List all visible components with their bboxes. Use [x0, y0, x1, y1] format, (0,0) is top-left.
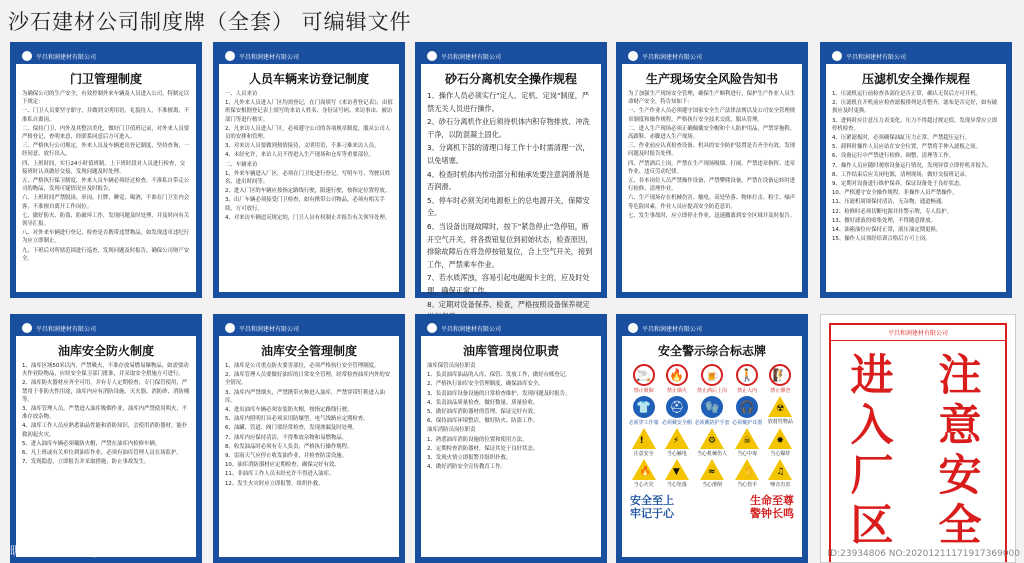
board-paragraph: 3、负责油库设备设施的日常检查维护，发现问题及时报告。	[427, 390, 571, 397]
no-smoking-icon	[633, 364, 655, 386]
company-logo-icon	[832, 51, 842, 61]
board-header	[826, 48, 1006, 64]
slogan-line: 生命至尊	[750, 494, 794, 507]
sign-label: 当心触电	[666, 451, 687, 457]
sign-glyph: 🔥	[669, 368, 685, 382]
board-text	[826, 90, 1006, 243]
red-warning-board	[820, 314, 1016, 563]
board-paragraph: 3、发现火情立即报警并组织扑救。	[427, 455, 512, 462]
wear-gloves-icon	[701, 396, 723, 418]
sign-glyph: ⛑	[669, 400, 685, 414]
no-drinking-icon	[701, 364, 723, 386]
red-text-left	[847, 351, 897, 551]
electric-icon	[665, 428, 689, 449]
sign-glyph: ✋	[743, 467, 755, 477]
sign-label: 禁止烟火	[666, 388, 687, 394]
board-paragraph: 5、做好油库消防器材的管理，保证完好有效。	[427, 409, 539, 416]
board-header	[831, 325, 1005, 341]
sign-label: 当心火灾	[633, 482, 654, 488]
board-paragraph: 四、严禁酒后上岗，严禁在生产现场吸烟、打闹，严禁违章指挥、违章作业、违反劳动纪律。	[628, 160, 796, 175]
board-header	[16, 48, 196, 64]
company-logo-icon	[225, 323, 235, 333]
board-paragraph: 二、进入生产现场必须正确佩戴安全帽和个人防护用品，严禁穿拖鞋、高跟鞋、赤脚进入生产现场。	[628, 125, 796, 141]
board-paragraph: 5、进入油库车辆必须戴防火帽，严禁在油库内检修车辆。	[22, 440, 161, 447]
board-paragraph: 4、未经允许，来访人员不得进入生产现场和仓库等重要部位。	[225, 152, 374, 159]
red-text-right	[935, 351, 985, 551]
slogan-left	[630, 494, 674, 520]
board-paragraph: 4、做好消防安全宣传教育工作。	[427, 464, 506, 471]
regulation-board	[10, 42, 202, 298]
board-paragraph: 3、油库内严禁烟火，严禁携带火种进入油库，严禁穿带钉鞋进入油库。	[225, 389, 385, 404]
no-entry-icon	[736, 364, 758, 386]
sign-label: 必须戴护耳器	[732, 420, 763, 426]
safety-sign	[661, 428, 692, 457]
board-paragraph: 一、门卫人员要坚守职守，并做到文明用语，礼貌待人，不准擅离，不准私自离岗。	[22, 108, 190, 123]
sign-label: 当心爆炸	[770, 451, 791, 457]
sign-label: 必须戴安全帽	[661, 420, 692, 426]
sign-glyph: 🧗	[772, 368, 788, 382]
safety-signs-board	[616, 314, 808, 563]
company-logo-icon	[225, 51, 235, 61]
sign-label: 当心机械伤人	[696, 451, 727, 457]
slogan-line: 牢记于心	[630, 507, 674, 520]
safety-sign	[628, 364, 659, 394]
safety-sign	[732, 428, 763, 457]
red-char: 进	[850, 351, 894, 401]
sign-glyph: 🚬	[636, 368, 652, 382]
regulation-board	[213, 314, 405, 563]
board-paragraph: 4、检查时机体内传动部分和轴承处要注意润滑剂是否润滑。	[427, 169, 590, 192]
board-header	[622, 48, 802, 64]
board-paragraph: 7、油库内应保持清洁，不得堆放杂物和易燃物品。	[225, 434, 348, 441]
company-logo-icon	[22, 323, 32, 333]
red-char: 意	[938, 401, 982, 451]
sign-label: 当心滑倒	[701, 482, 722, 488]
red-char: 安	[938, 451, 982, 501]
board-header	[421, 48, 601, 64]
board-paragraph: 2、油库管理人员要做好油库的日常安全管理，经常检查油库内外的安全情况。	[225, 372, 391, 387]
safety-sign	[628, 396, 659, 426]
board-paragraph: 5、停车时必须关闭电源柜上的总电源开关，保障安全。	[427, 195, 590, 218]
hurt-hand-icon	[735, 459, 759, 480]
board-paragraph: 2、砂石分离机作业后须待机体内积存物排放、冲洗干净，以防混凝土固化。	[427, 117, 590, 139]
board-paragraph: 10、油库消防器材应定期检查，确保完好有效。	[225, 462, 340, 469]
board-text	[219, 90, 399, 222]
board-paragraph: 2、压滤机在开机前应检查滤板排列是否整齐，滤布是否完好，如有破损应及时更换。	[832, 100, 998, 115]
board-paragraph: 4、压紧滤板时，必须确保油缸压力正常，严禁超压运行。	[832, 135, 971, 142]
board-paragraph: 4、对来访车辆违反规定的，门卫人员有权制止并报告有关领导处理。	[225, 214, 391, 221]
board-text	[421, 362, 601, 471]
poison-icon	[735, 428, 759, 449]
sign-label: 禁止吸烟	[633, 388, 654, 394]
safety-sign	[765, 396, 796, 426]
board-paragraph: 3、分离机下部的清理口每工作十小时需清理一次，以免堵塞。	[427, 143, 590, 165]
page-title: 沙石建材公司制度牌（全套） 可编辑文件	[8, 10, 412, 34]
company-name: 平昌和润建材有限公司	[441, 53, 502, 61]
safety-sign	[732, 364, 763, 394]
regulation-board	[415, 42, 607, 309]
board-header	[421, 320, 601, 336]
safety-sign	[732, 459, 763, 488]
sign-glyph: ☠	[743, 436, 752, 446]
wear-helmet-icon	[666, 396, 688, 418]
board-paragraph: 五、严格执行保卫制度，外来人员车辆必须经过检查，不准私自带走公司的物品，发现可疑情况应及时报告。	[22, 178, 190, 193]
board-paragraph: 13、做好滤液的收集处理，不得随意排放。	[832, 217, 936, 224]
board-paragraph: 2、油库防火器材应齐全可用，并有专人定期检查，专门保管使用，严禁用于非防火性用途，油库内应有消防设施、灭火器、消防砂、消防桶等。	[22, 380, 190, 403]
noise-icon	[768, 459, 792, 480]
sign-glyph: ♫	[776, 467, 785, 477]
sign-glyph: 🚶	[739, 368, 755, 382]
board-paragraph: 4、进出油库车辆必须安装防火帽，按指定路线行驶。	[225, 407, 353, 414]
slogan-line: 警钟长鸣	[750, 507, 794, 520]
sign-label: 放射性物品	[767, 419, 793, 425]
board-paragraph: 2、凡来访人员进入厂区，必须遵守公司的各项规章制度，服从公司人员的安排和管理。	[225, 125, 391, 141]
board-paragraph: 1、凡外来人员进入厂区均需登记，在门岗填写《来访者登记表》，由值班保安根据登记表上填写的来访人姓名、身份证号码、来访事由、被访部门等进行核实。	[225, 100, 393, 123]
red-char: 区	[850, 501, 894, 551]
regulation-board	[415, 314, 607, 563]
slogan-line: 安全至上	[630, 494, 674, 507]
company-name: 平昌和润建材有限公司	[441, 325, 502, 333]
board-paragraph: 1、负责油库油品的入库、保管、发放工作，做好台账登记。	[427, 372, 571, 379]
board-header	[219, 320, 399, 336]
board-paragraph: 油库保管员岗位职责	[427, 363, 476, 369]
safety-sign	[694, 459, 729, 488]
board-paragraph: 4、负责油品质量检查，做好数量、质量验收。	[427, 399, 539, 406]
sign-label: 必须戴防护手套	[694, 420, 730, 426]
sign-glyph: 👕	[636, 400, 652, 414]
sign-glyph: ☢	[776, 404, 785, 414]
safety-sign	[765, 364, 796, 394]
board-paragraph: 2、严格执行油库安全管理制度，确保油库安全。	[427, 381, 544, 388]
watermark: 昵图网 www.nipic.com	[10, 544, 140, 558]
board-header	[622, 320, 802, 336]
sign-label: 必须穿工作服	[628, 420, 659, 426]
board-paragraph: 6、油罐、管道、阀门要经常检查，发现渗漏及时处理。	[225, 425, 358, 432]
board-title: 油库管理岗位职责	[462, 344, 559, 358]
company-logo-icon	[22, 51, 32, 61]
board-paragraph: 1、操作人员必须实行"定人、定机、定岗"制度，严禁无关人员进行操作。	[427, 91, 590, 113]
safety-sign	[628, 428, 659, 457]
board-paragraph: 11、非油库工作人员未经允许不得进入油库。	[225, 471, 335, 478]
board-paragraph: 一、生产作业人员必须遵守国家安全生产法律法规以及公司安全管理规章制度和操作规程，严格执行安全技术交底，服从管理。	[628, 108, 796, 123]
board-paragraph: 3、进料时应注意压力表变化，压力不得超过规定值，发现异常应立即停机检查。	[832, 117, 998, 132]
sign-label: 注意安全	[633, 451, 654, 457]
board-paragraph: 3、对来访人员要做到热情接待，文明用语，不准刁难来访人员。	[225, 143, 380, 150]
company-name: 平昌和润建材有限公司	[887, 330, 948, 337]
fire-icon	[632, 459, 656, 480]
board-text	[219, 362, 399, 488]
board-paragraph: 1、油库是公司重点防火要害部位，必须严格执行安全管理制度。	[225, 363, 380, 369]
company-logo-icon	[427, 51, 437, 61]
company-name: 平昌和润建材有限公司	[846, 53, 907, 61]
board-title: 油库安全防火制度	[57, 344, 154, 358]
slip-icon	[700, 459, 724, 480]
board-paragraph: 6、保持油库环境整洁，做好防火、防盗工作。	[427, 418, 539, 425]
board-paragraph: 二、车辆来访	[225, 161, 258, 168]
red-char: 注	[938, 351, 982, 401]
board-paragraph: 3、出厂车辆必须接受门卫检查，如有携带公司物品，必须有相关手续，方可放行。	[225, 197, 385, 212]
board-paragraph: 7、发现隐患，立即报告并采取措施，防止事故发生。	[22, 459, 150, 466]
board-paragraph: 8、工作结束后应关闭电源，清理现场，做好交接班记录。	[832, 171, 971, 178]
board-header	[219, 48, 399, 64]
regulation-board	[820, 42, 1012, 298]
board-paragraph: 1、外来车辆进入厂区，必须在门卫处进行登记，写明车号、驾驶员姓名、进出时间等。	[225, 170, 391, 186]
board-paragraph: 15、操作人员须经培训合格后方可上岗。	[832, 236, 931, 243]
company-name: 平昌和润建材有限公司	[642, 53, 703, 61]
no-climbing-icon	[769, 364, 791, 386]
board-header	[16, 320, 196, 336]
board-paragraph: 6、凡上班或有关单位到油库作业，必须有油库管理人员在场监护。	[22, 450, 182, 457]
red-char: 全	[938, 501, 982, 551]
safety-sign	[694, 428, 729, 457]
board-paragraph: 6、设备运行中严禁进行检修、调整、清理等工作。	[832, 153, 955, 160]
sign-glyph: ▼	[672, 467, 680, 477]
board-paragraph: 三、严格执行公司规定，外来人员及车辆进出登记制度，坚持查询，一经同意，放行出入。	[22, 143, 190, 158]
wear-clothing-icon	[633, 396, 655, 418]
board-paragraph: 14、油箱油位应保持正常，液压油定期更换。	[832, 227, 942, 234]
board-paragraph: 六、上班时间严禁脱岗、串岗、打牌、睡觉、喝酒，不准在门卫室内会客，不准擅自离开工作岗位。	[22, 195, 190, 210]
sign-label: 噪音有害	[770, 482, 791, 488]
board-paragraph: 1、油库区域50米以内，严禁吸火，不准存放易燃易爆物品，如需要动火作业险物品，应经安全保卫部门批准，并采取安全措施方可进行。	[22, 363, 189, 378]
board-paragraph: 10、严格遵守安全操作规程，非操作人员严禁操作。	[832, 190, 958, 197]
board-text	[622, 90, 802, 220]
board-paragraph: 11、压滤机周围保持清洁，无杂物，通道畅通。	[832, 199, 947, 206]
board-paragraph: 2、进入厂区的车辆应按指定路线行驶，限速行驶，按指定位置停放。	[225, 188, 391, 195]
caution-icon	[632, 428, 656, 449]
safety-sign	[661, 396, 692, 426]
red-char: 入	[850, 401, 894, 451]
safety-sign	[765, 428, 796, 457]
sign-glyph: 🧤	[704, 400, 720, 414]
safety-sign	[628, 459, 659, 488]
board-paragraph: 一、人员来访	[225, 91, 258, 97]
board-paragraph: 9、定期对设备进行维护保养，保证设备处于良好状态。	[832, 181, 965, 188]
explosion-icon	[768, 428, 792, 449]
board-paragraph: 油库消防员岗位职责	[427, 427, 476, 434]
safety-sign	[661, 364, 692, 394]
board-paragraph: 为了加强生产现场安全管理，确保生产顺利进行，保护生产作业人员生命财产安全，特告知如下：	[628, 91, 796, 106]
board-paragraph: 六、生产现场存在机械伤害、触电、高处坠落、物体打击、粉尘、噪声等危险因素，作业人员应提高安全防范意识。	[628, 195, 796, 210]
board-paragraph: 2、定期检查消防器材，保证其处于良好状态。	[427, 445, 539, 452]
board-paragraph: 1、压滤机运行前检查各部位是否正常，确认无误后方可开机。	[832, 91, 981, 97]
sign-label: 当心坠落	[666, 482, 687, 488]
sign-label: 禁止酒后上岗	[696, 388, 727, 394]
radiation-icon	[768, 396, 792, 417]
sign-glyph: 🔥	[639, 467, 651, 477]
board-paragraph: 7、若水质浑浊，容易引起电磁阀卡主的，应及时处理，确保正常工作。	[427, 273, 590, 295]
sign-glyph: ≈	[707, 467, 716, 477]
company-logo-icon	[427, 323, 437, 333]
board-paragraph: 8、收发油品时必须有专人负责，严格执行操作规程。	[225, 443, 353, 450]
sign-label: 禁止入内	[737, 388, 758, 394]
board-paragraph: 12、发生火灾时应立即报警，组织扑救。	[225, 480, 324, 487]
signs-grid	[622, 362, 802, 490]
board-paragraph: 为确保公司的生产安全，有效控制外来车辆及人员进入公司，特制定以下规定：	[22, 91, 190, 106]
watermark-id: ID:23934806 NO:20201211171917369000	[827, 549, 1020, 559]
board-paragraph: 三、作业前应认真检查设备、机具的安全防护装置是否齐全有效，发现问题及时报告处理。	[628, 143, 796, 158]
sign-label: 禁止攀登	[770, 388, 791, 394]
red-char: 厂	[850, 451, 894, 501]
board-title: 安全警示综合标志牌	[657, 344, 766, 358]
falling-icon	[665, 459, 689, 480]
sign-label: 当心中毒	[737, 451, 758, 457]
board-paragraph: 四、上班时间，实行24小时值班制，上下班时段对人员进行检查，交接班时认真做好交接，发现问题及时处理。	[22, 160, 186, 175]
company-logo-icon	[628, 323, 638, 333]
safety-sign	[694, 364, 729, 394]
board-paragraph: 五、非本岗位人员严禁操作设备，严禁攀爬设备，严禁在设备运转时进行检修、清理作业。	[628, 178, 796, 193]
board-paragraph: 7、操作人员应随时观察设备运行情况，发现异常立即停机并报告。	[832, 162, 992, 169]
board-paragraph: 5、油库内照明灯具必须采用防爆型，电气线路应定期检查。	[225, 416, 369, 423]
board-title: 人员车辆来访登记制度	[248, 72, 369, 86]
sign-glyph: ⚡	[672, 436, 680, 446]
no-fire-icon	[666, 364, 688, 386]
company-logo-icon	[628, 51, 638, 61]
wear-ear-icon	[736, 396, 758, 418]
company-name: 平昌和润建材有限公司	[239, 53, 300, 61]
sign-glyph: ⚙	[707, 436, 717, 446]
board-paragraph: 八、对外来车辆进行登记，检查是否携带违禁物品，如发现违章违纪行为应立即制止。	[22, 230, 190, 245]
company-name: 平昌和润建材有限公司	[239, 325, 300, 333]
board-title: 压滤机安全操作规程	[861, 72, 970, 86]
board-title: 油库安全管理制度	[260, 344, 357, 358]
company-name: 平昌和润建材有限公司	[642, 325, 703, 333]
regulation-board	[213, 42, 405, 298]
sign-glyph: 🍺	[704, 368, 720, 382]
board-paragraph: 二、保持门卫、内外及其整洁美化，做好门卫值班记录，对外来人员要严格登记，查明来意，经联系同意后方可进入。	[22, 125, 190, 141]
board-paragraph: 3、油库管理人员，严禁进入油库吸烟作业，油库内严禁使用明火，不准存放杂物。	[22, 406, 188, 421]
regulation-board	[616, 42, 808, 298]
board-paragraph: 6、当设备出现故障时，按下"紧急停止"急停钮，断开空气开关，将各拨钮复位到初始状态，检查原因，排除故障后在将急停按钮复位，合上空气开关，接到工作，严禁乘车作业。	[427, 221, 593, 269]
sign-label: 当心伤手	[737, 482, 758, 488]
mechanical-icon	[700, 428, 724, 449]
board-paragraph: 12、检修时必须切断电源并挂警示牌，专人监护。	[832, 208, 953, 215]
board-paragraph: 九、下班后对所辖范围进行巡查，发现问题及时报告，确保公司财产安全。	[22, 247, 190, 262]
board-paragraph: 1、熟悉油库消防设施的位置和使用方法。	[427, 436, 528, 443]
board-title: 生产现场安全风险告知书	[645, 72, 778, 86]
board-title: 门卫管理制度	[69, 72, 142, 86]
board-text	[421, 90, 601, 324]
board-paragraph: 9、雷雨天气应停止收发油作业，并检查防雷设施。	[225, 453, 348, 460]
sign-glyph: 🎧	[739, 400, 755, 414]
safety-sign	[732, 396, 763, 426]
regulation-board	[10, 314, 202, 563]
board-paragraph: 4、油库工作人员应熟悉油品性能和消防知识，会使用消防器材，能扑救初起火灾。	[22, 423, 188, 438]
board-title: 砂石分离机安全操作规程	[444, 72, 577, 86]
board-paragraph: 七、发生事故时，应立即停止作业，迅速撤离到安全区域并及时报告。	[628, 212, 796, 219]
board-paragraph: 8、定期对设备保养、检查，严格按照设备保养规定	[427, 299, 590, 309]
company-name: 平昌和润建材有限公司	[36, 53, 97, 61]
board-paragraph: 七、做好防火、防盗、防破坏工作，发现问题及时处理，并及时向有关领导汇报。	[22, 212, 190, 228]
safety-sign	[765, 459, 796, 488]
sign-glyph: ✸	[776, 436, 784, 446]
board-text	[16, 362, 196, 466]
safety-sign	[694, 396, 729, 426]
safety-sign	[661, 459, 692, 488]
board-text	[16, 90, 196, 263]
slogans	[622, 490, 802, 524]
company-name: 平昌和润建材有限公司	[36, 325, 97, 333]
slogan-right	[750, 494, 794, 520]
board-paragraph: 5、卸料时操作人员应站在安全位置，严禁将手伸入滤板之间。	[832, 144, 981, 151]
sign-glyph: !	[639, 436, 644, 446]
